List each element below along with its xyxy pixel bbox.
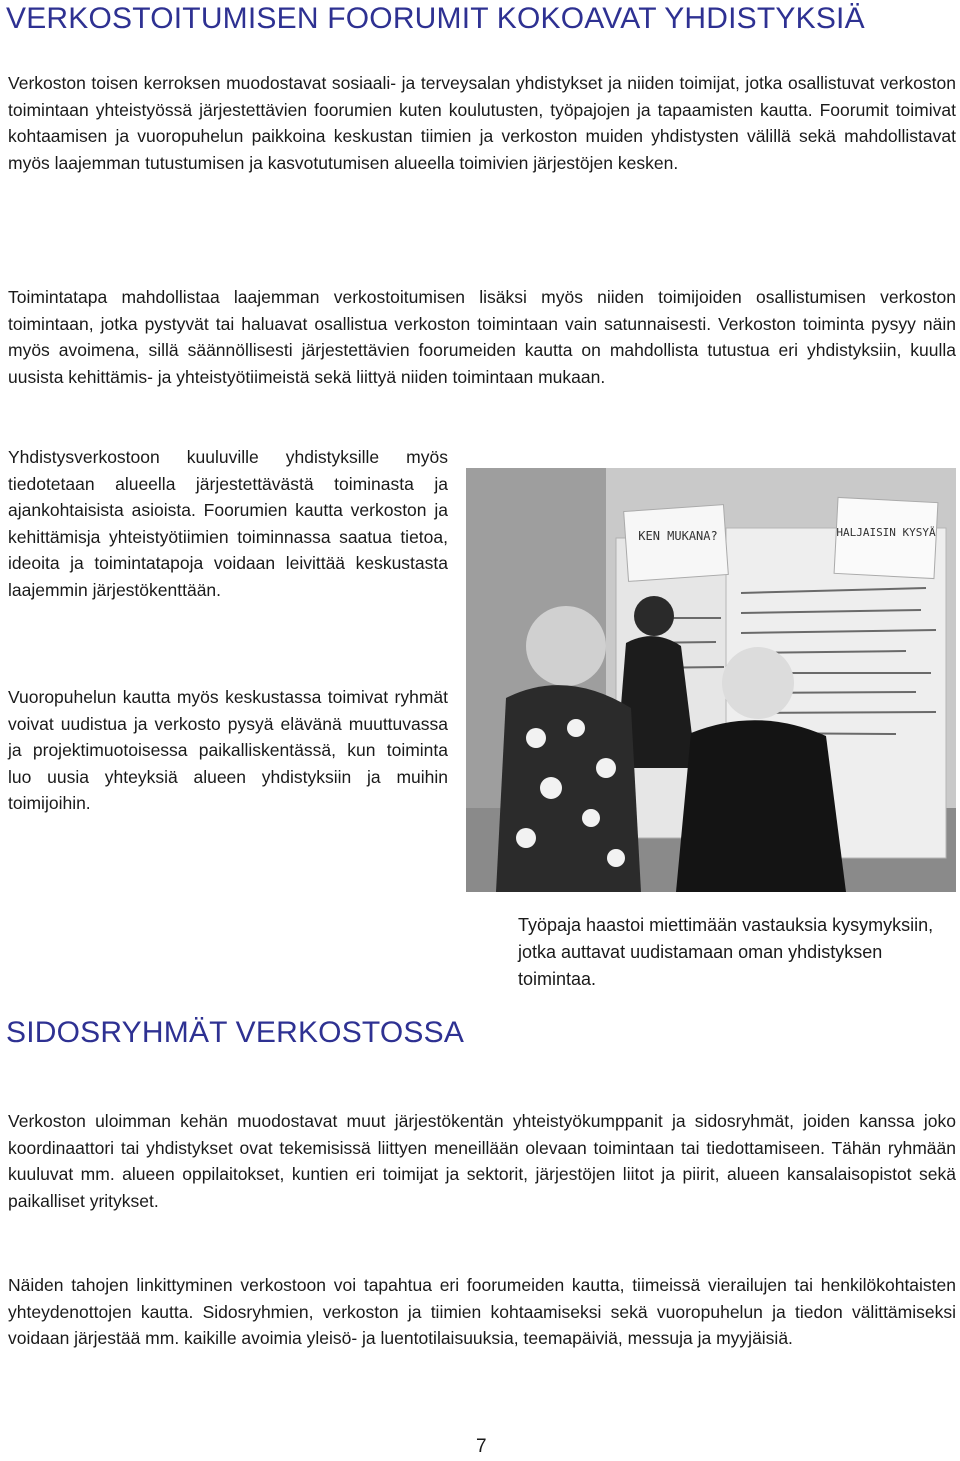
paragraph-forums-intro: Verkoston toisen kerroksen muodostavat sosiaali- ja terveysalan yhdistykset ja niiden toimijat, jotka osallistuvat verkoston toimintaan yhteistyössä järjestettävien foorumien kuten koulutusten, työpajojen ja tapaamisten kautta. Foorumit toimivat kohtaamisen ja vuoropuhelun paikkoina keskustan tiimien ja verkoston muiden yhdistysten välillä sekä mahdollistavat myös laajemman tutustumisen ja kasvotutumisen alueella toimivien järjestöjen kesken. bbox=[8, 73, 956, 173]
paragraph-information: Yhdistysverkostoon kuuluville yhdistyksille myös tiedotetaan alueella järjestettävästä toiminasta ja ajankohtaisista asioista. Foorumien kautta verkoston ja kehittämisja yhteistyötiimien toiminnassa saatua tietoa, ideoita ja toimintatapoja voidaan leivittää keskustasta laajemmin järjestökenttään. bbox=[8, 447, 448, 600]
paragraph-stakeholders: Verkoston uloimman kehän muodostavat muut järjestökentän yhteistyökumppanit ja sidosryhmät, joiden kanssa joko koordinaattori tai yhdistykset ovat tekemisissä liittyen meneillään olevaan toimintaan tai tiedottamiseen. Tähän ryhmään kuuluvat mm. alueen oppilaitokset, kuntien eri toimijat ja sektorit, järjestöjen liitot ja piirit, alueen kansalaisopistot sekä paikalliset yritykset. bbox=[8, 1111, 956, 1211]
workshop-photo bbox=[466, 468, 956, 892]
page-number: 7 bbox=[476, 1436, 487, 1457]
workshop-photo-illustration bbox=[466, 468, 956, 892]
secondary-heading: SIDOSRYHMÄT VERKOSTOSSA bbox=[6, 1016, 465, 1049]
photo-caption: Työpaja haastoi miettimään vastauksia kysymyksiin, jotka auttavat uudistamaan oman yhdistyksen toimintaa. bbox=[518, 915, 934, 989]
paragraph-networking: Toimintatapa mahdollistaa laajemman verkostoitumisen lisäksi myös niiden toimijoiden osallistumisen verkoston toimintaan, jotka pystyvät tai haluavat osallistua verkoston toimintaan vain satunnaisesti. Verkoston toiminta pysyy näin myös avoimena, sillä säännöllisesti järjestettävien foorumeiden kautta on mahdollista tutustua eri yhdistyksiin, kuulla uusista kehittämis- ja yhteistyötiimeistä sekä liittyä niiden toimintaan mukaan. bbox=[8, 287, 956, 387]
paragraph-linking: Näiden tahojen linkittyminen verkostoon voi tapahtua eri foorumeiden kautta, tiimeissä vierailujen tai henkilökohtaisten yhteydenottojen kautta. Sidosryhmien, verkoston ja tiimien kohtaamiseksi sekä vuoropuhelun ja tiedon välittämiseksi voidaan järjestää mm. kaikille avoimia yleisö- ja luentotilaisuuksia, teemapäiviä, messuja ja myyjäisiä. bbox=[8, 1275, 956, 1349]
paragraph-dialogue: Vuoropuhelun kautta myös keskustassa toimivat ryhmät voivat uudistua ja verkosto pysyä elävänä muuttuvassa ja projektimuotoisessa paikalliskentässä, kun toiminta luo uusia yhteyksiä alueen yhdistyksiin ja muihin toimijoihin. bbox=[8, 687, 448, 814]
main-heading: VERKOSTOITUMISEN FOORUMIT KOKOAVAT YHDISTYKSIÄ bbox=[6, 2, 865, 35]
sign-right-text: HALJAISIN KYSYÄ bbox=[836, 526, 936, 539]
sign-left-text: KEN MUKANA? bbox=[638, 529, 718, 543]
